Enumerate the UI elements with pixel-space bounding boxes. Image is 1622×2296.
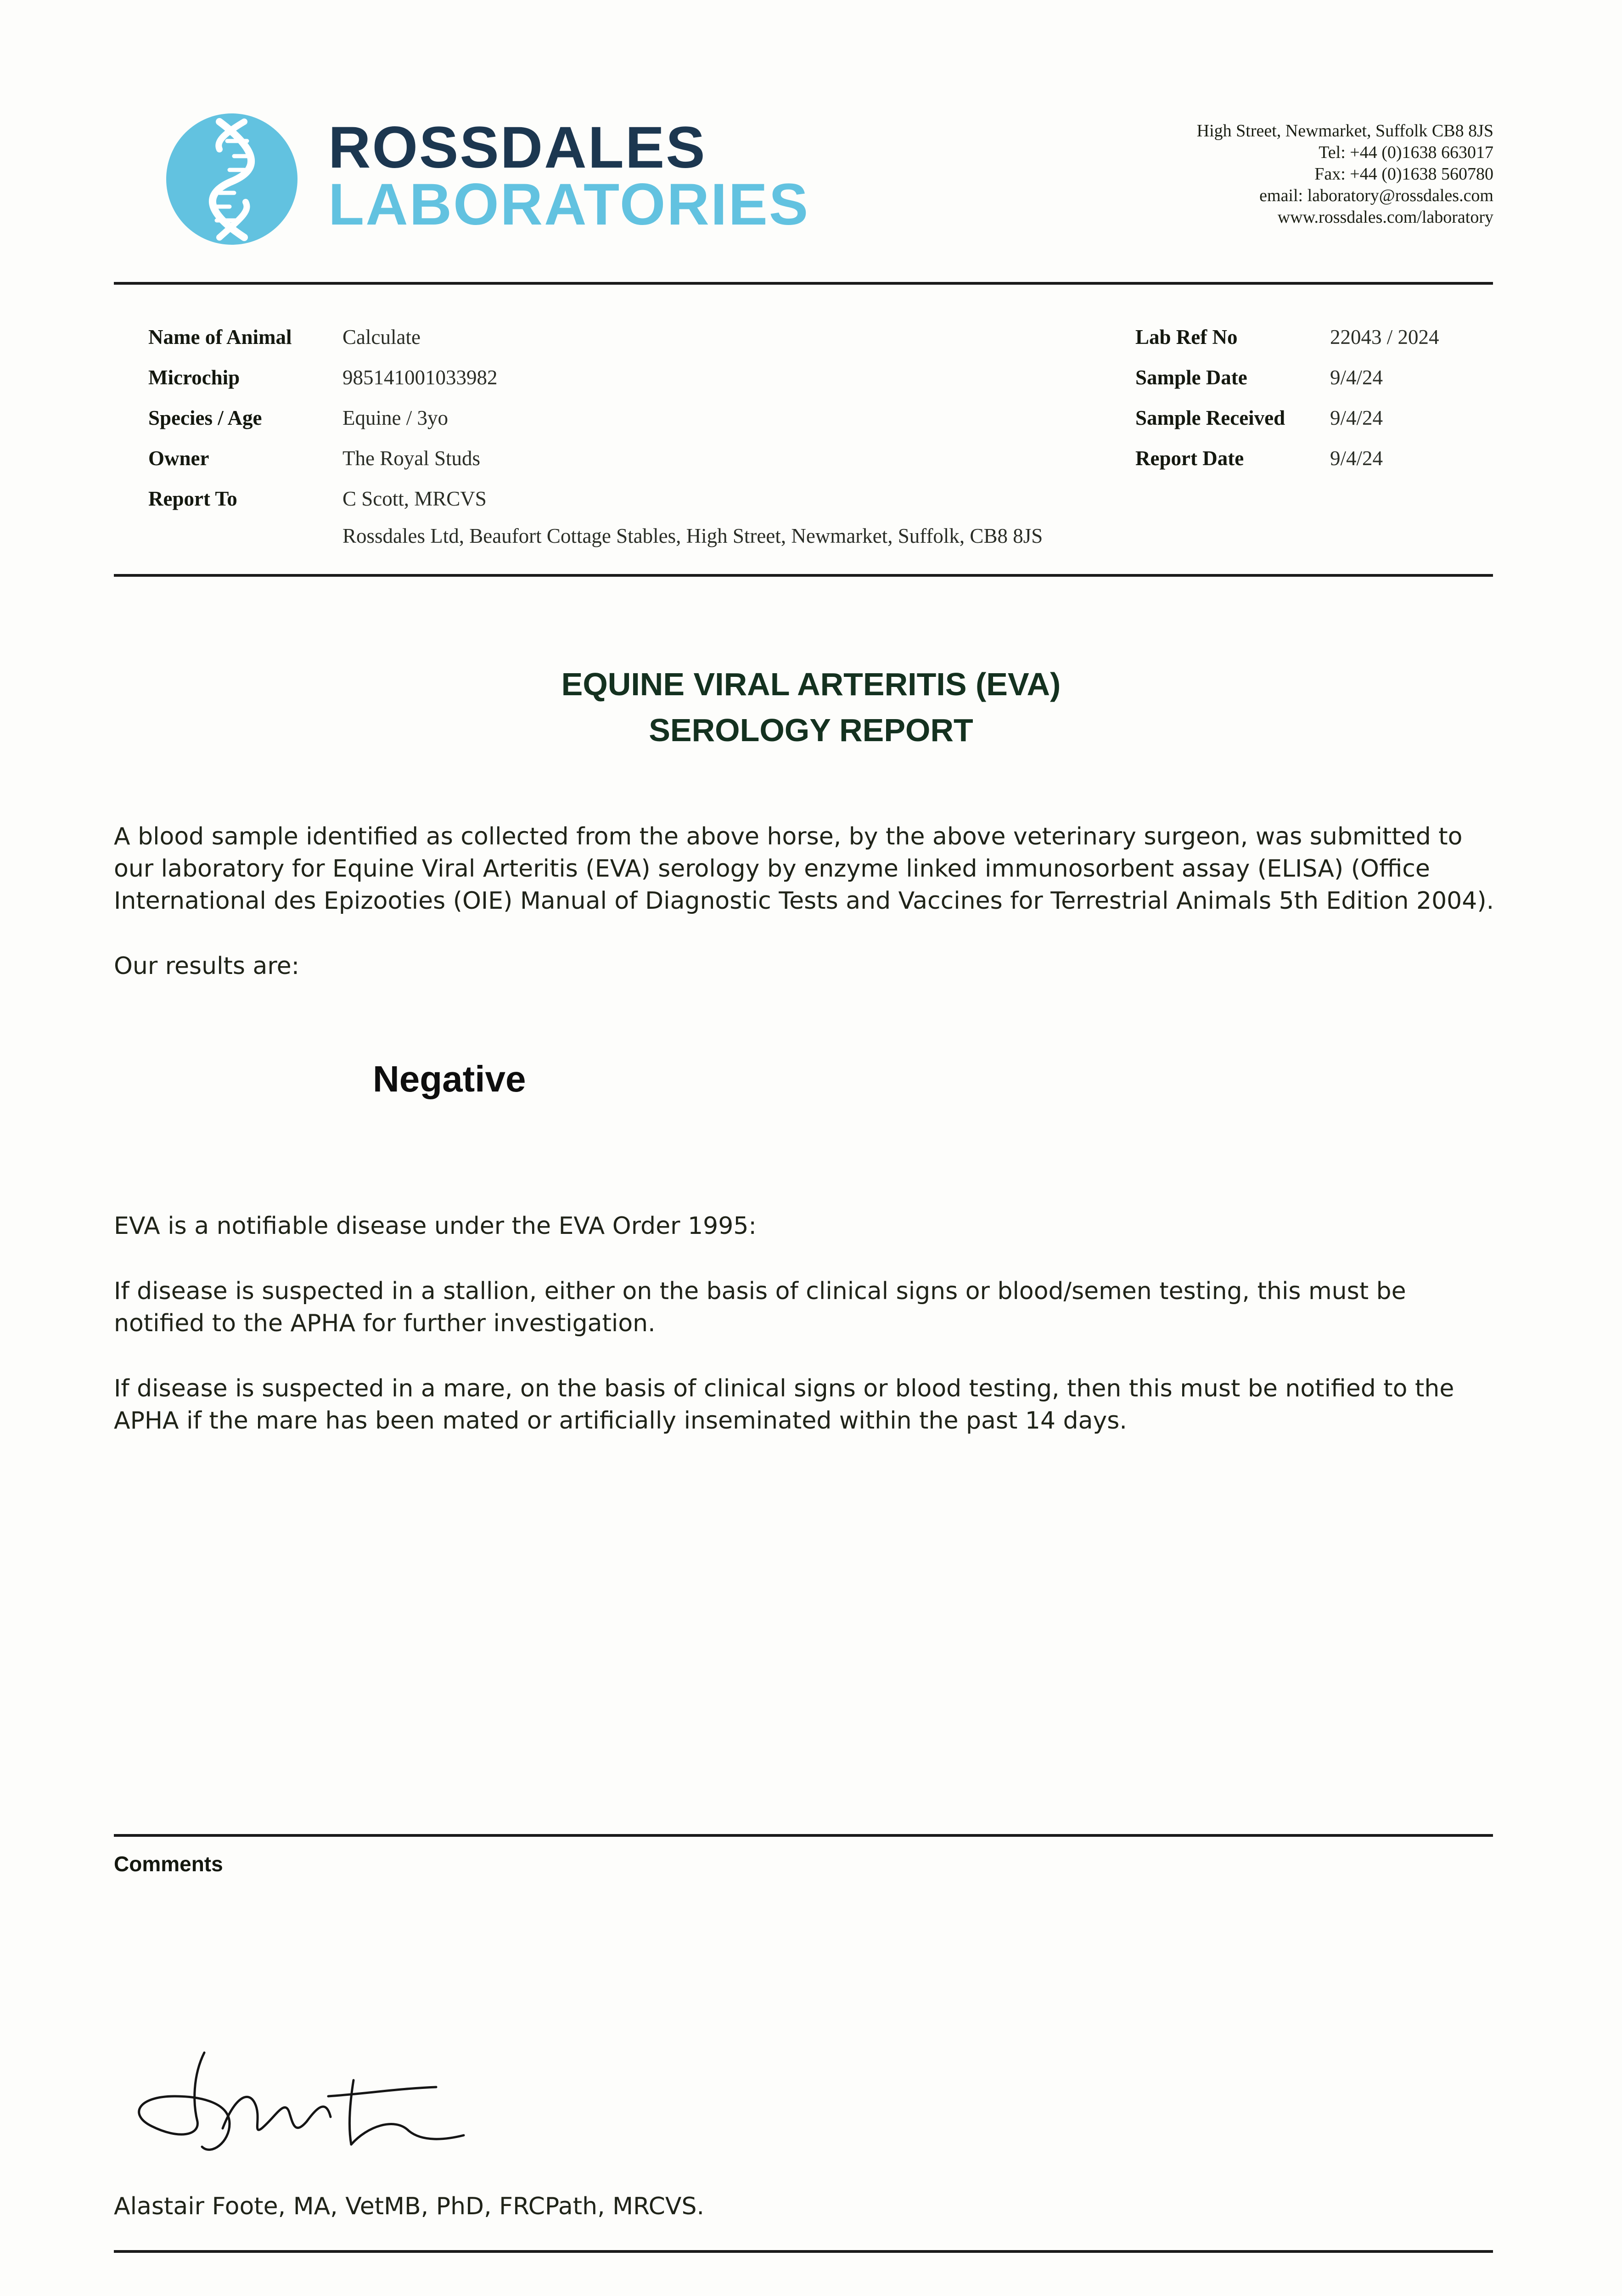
notifiable-note: EVA is a notifiable disease under the EVA Order 1995: <box>114 1212 757 1240</box>
comments-label: Comments <box>114 1852 223 1876</box>
signature-image <box>124 2048 473 2163</box>
sample-date-value: 9/4/24 <box>1330 366 1383 389</box>
owner-label: Owner <box>148 447 209 470</box>
report-title-line2: SEROLOGY REPORT <box>649 712 973 748</box>
report-title <box>0 661 1622 753</box>
contact-tel: Tel: +44 (0)1638 663017 <box>1319 143 1493 162</box>
lab-ref-label: Lab Ref No <box>1135 326 1238 349</box>
dna-logo-icon <box>165 113 298 246</box>
intro-paragraph: A blood sample identified as collected from the above horse, by the above veterinary surgeon, was submitted to our laboratory for Equine Viral Arteritis (EVA) serology by enzyme linked immunosorbent assay (ELISA) (Office International des Epizooties (OIE) Manual of Diagnostic Tests and Vaccines for Terrestrial Animals 5th Edition 2004). <box>114 823 1494 915</box>
species-age-value: Equine / 3yo <box>342 406 448 429</box>
report-date-value: 9/4/24 <box>1330 447 1383 470</box>
results-label: Our results are: <box>114 952 300 980</box>
owner-value: The Royal Studs <box>342 447 480 470</box>
report-title-line1: EQUINE VIRAL ARTERITIS (EVA) <box>561 666 1061 702</box>
species-age-label: Species / Age <box>148 406 262 429</box>
report-to-label: Report To <box>148 487 237 510</box>
contact-address: High Street, Newmarket, Suffolk CB8 8JS <box>1196 121 1493 141</box>
divider <box>114 282 1493 285</box>
divider <box>114 574 1493 577</box>
mare-note: If disease is suspected in a mare, on the basis of clinical signs or blood testing, then this must be notified to the APHA if the mare has been mated or artificially inseminated within the past 14 days. <box>114 1375 1454 1435</box>
result-value: Negative <box>373 1058 526 1099</box>
divider <box>114 1834 1493 1837</box>
contact-email[interactable]: email: laboratory@rossdales.com <box>1259 186 1493 205</box>
divider <box>114 2250 1493 2253</box>
sample-received-value: 9/4/24 <box>1330 406 1383 429</box>
contact-block <box>1197 120 1493 228</box>
microchip-value: 985141001033982 <box>342 366 498 389</box>
stallion-note: If disease is suspected in a stallion, either on the basis of clinical signs or blood/semen testing, this must be notified to the APHA for further investigation. <box>114 1277 1406 1337</box>
animal-name-value: Calculate <box>342 326 421 349</box>
brand-name: ROSSDALES <box>328 115 707 180</box>
contact-fax: Fax: +44 (0)1638 560780 <box>1314 164 1493 184</box>
microchip-label: Microchip <box>148 366 240 389</box>
contact-website[interactable]: www.rossdales.com/laboratory <box>1277 208 1493 227</box>
report-to-address: Rossdales Ltd, Beaufort Cottage Stables, High Street, Newmarket, Suffolk, CB8 8JS <box>342 524 1043 547</box>
sample-date-label: Sample Date <box>1135 366 1247 389</box>
report-date-label: Report Date <box>1135 447 1244 470</box>
sample-received-label: Sample Received <box>1135 406 1285 429</box>
animal-name-label: Name of Animal <box>148 326 292 349</box>
brand-subtitle: LABORATORIES <box>328 172 810 237</box>
lab-ref-value: 22043 / 2024 <box>1330 326 1439 349</box>
report-to-value: C Scott, MRCVS <box>342 487 487 510</box>
signatory-name: Alastair Foote, MA, VetMB, PhD, FRCPath, MRCVS. <box>114 2193 705 2220</box>
